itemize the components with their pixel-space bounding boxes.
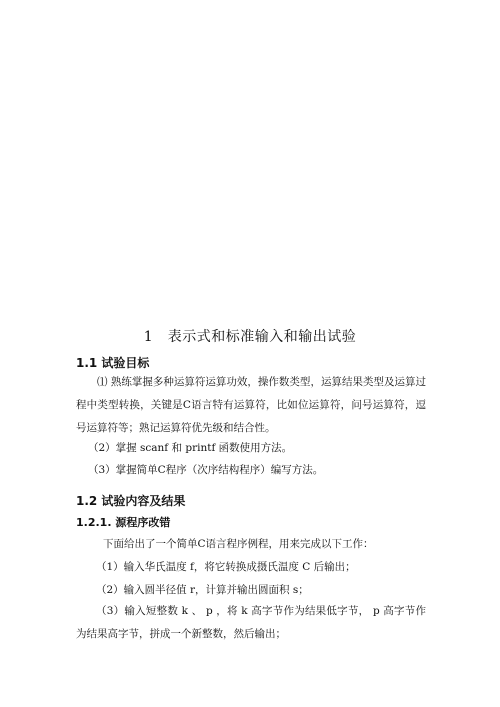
task-item-2: （2）输入圆半径值 r，计算并输出圆面积 s；	[96, 584, 309, 596]
section-heading-1-1: 1.1 试验目标	[76, 356, 150, 370]
section-heading-1-2: 1.2 试验内容及结果	[76, 494, 186, 508]
objective-item-1: ⑴ 熟练掌握多种运算符运算功效，操作数类型，运算结果类型及运算过程中类型转换，关键是C语言特有运算符，比如位运算符，问号运算符，逗号运算符等；熟记运算符优先级和结合性。	[76, 376, 426, 434]
objective-item-2: （2）掌握 scanf 和 printf 函数使用方法。	[88, 442, 293, 454]
chapter-title: 1 表示式和标准输入和输出试验	[143, 329, 357, 345]
task-item-1: （1）输入华氏温度 f，将它转换成摄氏温度 C 后输出；	[96, 561, 356, 573]
task-item-3: （3）输入短整数 k 、 p ，将 k 高字节作为结果低字节， p 高字节作为结果高字节，拼成一个新整数，然后输出；	[76, 605, 426, 640]
objective-item-3: （3）掌握简单C程序（次序结构程序）编写方法。	[88, 464, 324, 476]
task-intro: 下面给出了一个简单C语言程序例程，用来完成以下工作：	[103, 538, 374, 550]
subsection-heading-1-2-1: 1.2.1. 源程序改错	[76, 516, 171, 529]
